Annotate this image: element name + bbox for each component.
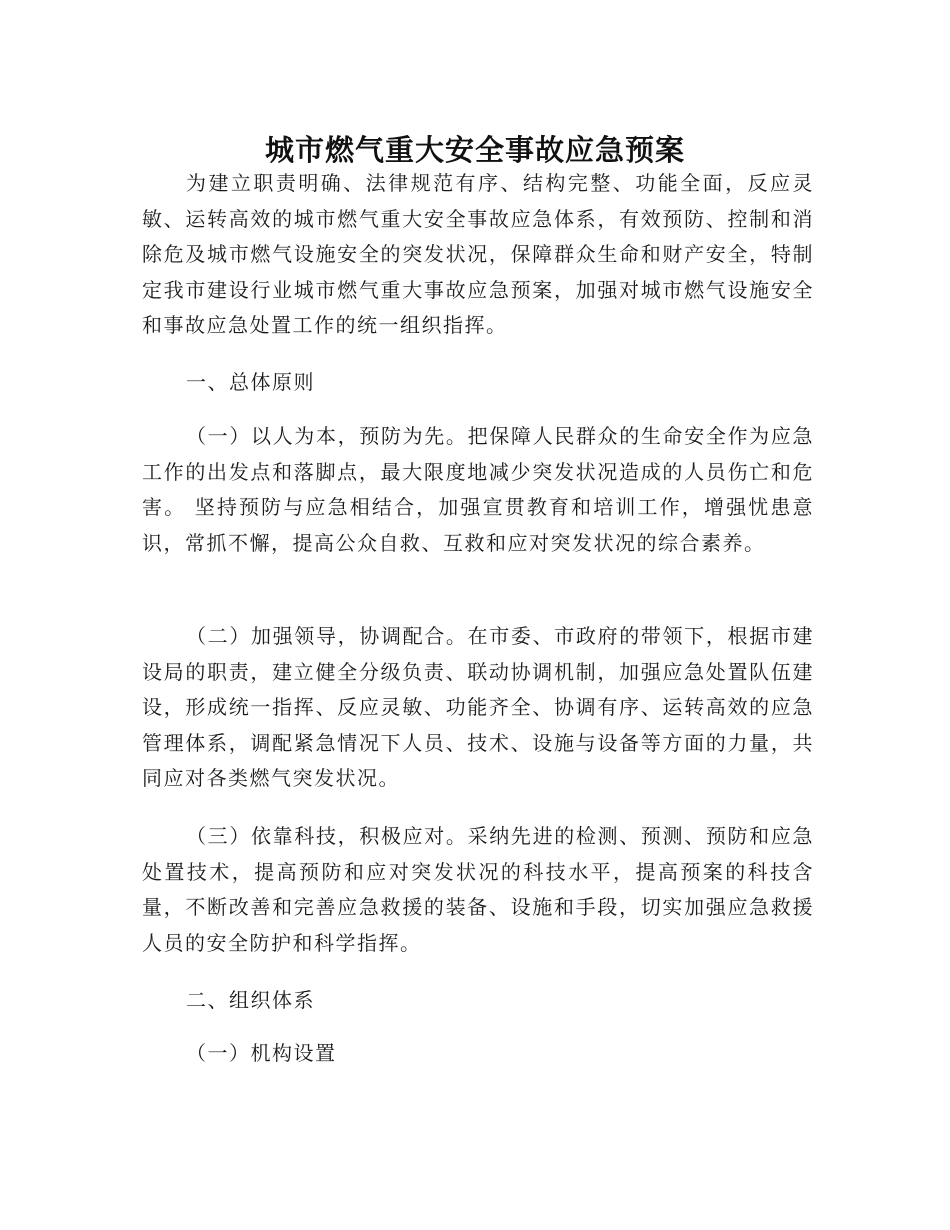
section-heading-organization: 二、组织体系 — [186, 988, 315, 1012]
principle-paragraph-1: （一）以人为本，预防为先。把保障人民群众的生命安全作为应急工作的出发点和落脚点，最大限度地减少突发状况造成的人员伤亡和危害。 坚持预防与应急相结合，加强宣贯教育和培训工作，增强忧患意识，常抓不懈，提高公众自救、互救和应对突发状况的综合素养。 — [142, 424, 814, 555]
document-title: 城市燃气重大安全事故应急预案 — [264, 133, 685, 168]
subsection-heading-structure: （一）机构设置 — [186, 1041, 337, 1065]
principle-paragraph-3: （三）依靠科技，积极应对。采纳先进的检测、预测、预防和应急处置技术，提高预防和应对突发状况的科技水平，提高预案的科技含量，不断改善和完善应急救援的装备、设施和手段，切实加强应急救援人员的安全防护和科学指挥。 — [142, 824, 814, 955]
intro-paragraph: 为建立职责明确、法律规范有序、结构完整、功能全面，反应灵敏、运转高效的城市燃气重大安全事故应急体系，有效预防、控制和消除危及城市燃气设施安全的突发状况，保障群众生命和财产安全，特制定我市建设行业城市燃气重大事故应急预案，加强对城市燃气设施安全和事故应急处置工作的统一组织指挥。 — [142, 171, 814, 337]
principle-paragraph-2: （二）加强领导，协调配合。在市委、市政府的带领下，根据市建设局的职责，建立健全分级负责、联动协调机制，加强应急处置队伍建设，形成统一指挥、反应灵敏、功能齐全、协调有序、运转高效的应急管理体系，调配紧急情况下人员、技术、设施与设备等方面的力量，共同应对各类燃气突发状况。 — [142, 624, 814, 790]
section-heading-principles: 一、总体原则 — [186, 370, 315, 394]
